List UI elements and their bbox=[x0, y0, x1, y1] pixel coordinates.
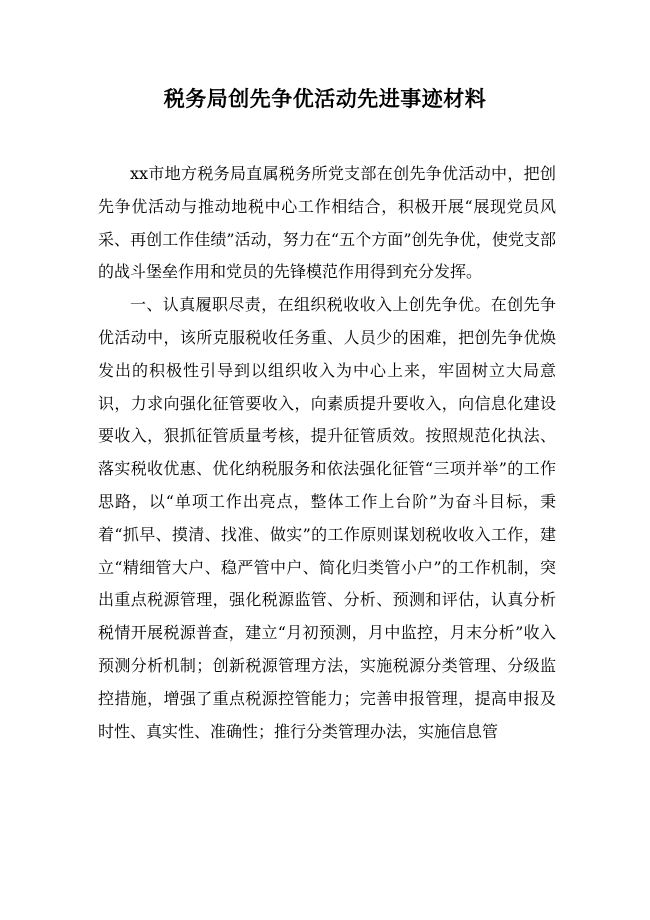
document-title: 税务局创先争优活动先进事迹材料 bbox=[163, 87, 487, 111]
document-body bbox=[98, 158, 556, 748]
body-paragraph: 一、认真履职尽责，在组织税收收入上创先争优。在创先争优活动中，该所克服税收任务重、人员少的困难，把创先争优焕发出的积极性引导到以组织收入为中心上来，牢固树立大局意识，力求向强化征管要收入，向素质提升要收入，向信息化建设要收入，狠抓征管质量考核，提升征管质效。按照规范化执法、落实税收优惠、优化纳税服务和依法强化征管“三项并举”的工作思路，以“单项工作出亮点，整体工作上台阶”为奋斗目标，秉着“抓早、摸清、找准、做实”的工作原则谋划税收收入工作，建立“精细管大户、稳严管中户、简化归类管小户”的工作机制，突出重点税源管理，强化税源监管、分析、预测和评估，认真分析税情开展税源普查，建立“月初预测，月中监控，月末分析”收入预测分析机制；创新税源管理方法，实施税源分类管理、分级监控措施，增强了重点税源控管能力；完善申报管理，提高申报及时性、真实性、准确性；推行分类管理办法，实施信息管 bbox=[98, 295, 556, 741]
body-paragraph: xx市地方税务局直属税务所党支部在创先争优活动中，把创先争优活动与推动地税中心工作相结合，积极开展“展现党员风采、再创工作佳绩”活动，努力在“五个方面”创先争优，使党支部的战斗堡垒作用和党员的先锋模范作用得到充分发挥。 bbox=[98, 164, 556, 282]
